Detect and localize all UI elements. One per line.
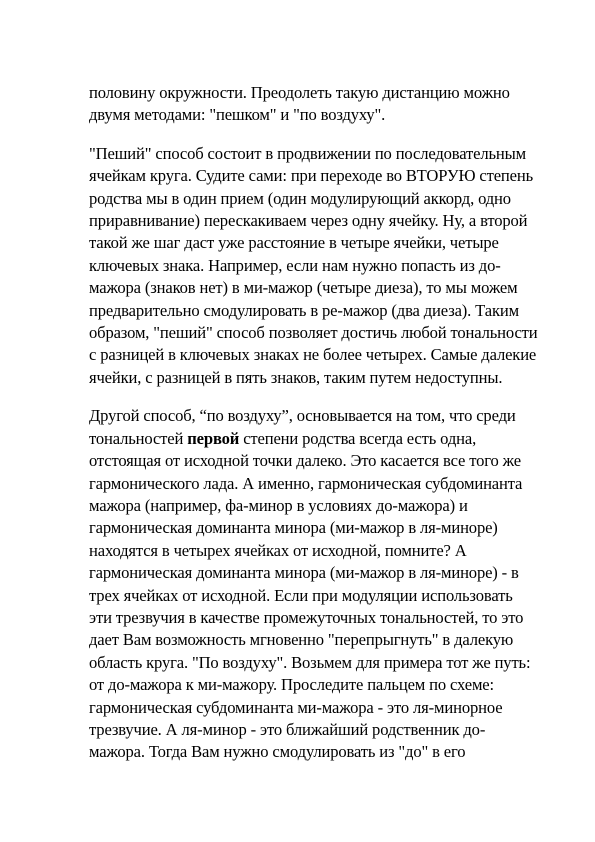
text-line: гармоническая субдоминанта ми-мажора - это ля-минорное <box>89 697 503 717</box>
text-line: мажора (например, фа-минор в условиях до-мажора) и <box>89 495 468 515</box>
text-line: гармоническая доминанта минора (ми-мажор в ля-миноре) - в <box>89 563 519 583</box>
paragraph-2 <box>89 143 538 389</box>
text-line: эти трезвучия в качестве промежуточных тональностей, то это <box>89 607 524 627</box>
paragraph-3 <box>89 405 529 764</box>
text-line: двумя методами: "пешком" и "по воздуху". <box>89 105 386 125</box>
text-line: с разницей в ключевых знаках не более четырех. Самые далекие <box>89 345 537 365</box>
text-line-with-emphasis <box>89 428 529 450</box>
text-line: половину окружности. Преодолеть такую дистанцию можно <box>89 83 510 102</box>
text-line: мажора (знаков нет) в ми-мажор (четыре диеза), то мы можем <box>89 278 518 298</box>
text-line: трех ячейках от исходной. Если при модуляции использовать <box>89 585 513 605</box>
text-line: предварительно смодулировать в ре-мажор (два диеза). Таким <box>89 300 519 320</box>
text-run: тональностей <box>89 428 188 448</box>
paragraph-1 <box>89 82 529 127</box>
text-line: область круга. "По воздуху". Возьмем для примера тот же путь: <box>89 652 531 672</box>
text-line: такой же шаг даст уже расстояние в четыре ячейки, четыре <box>89 233 499 253</box>
text-line: трезвучие. А ля-минор - это ближайший родственник до- <box>89 719 486 739</box>
text-line: ячейки, с разницей в пять знаков, таким путем недоступны. <box>89 367 503 387</box>
text-line: родства мы в один прием (один модулирующий аккорд, одно <box>89 188 511 208</box>
text-line: гармонического лада. А именно, гармоническая субдоминанта <box>89 473 523 493</box>
text-run: степени родства всегда есть одна, <box>239 428 477 448</box>
text-line: отстоящая от исходной точки далеко. Это касается все того же <box>89 451 521 471</box>
text-line: приравнивание) перескакиваем через одну ячейку. Ну, а второй <box>89 211 528 231</box>
text-line: находятся в четырех ячейках от исходной, помните? А <box>89 540 467 560</box>
text-line: от до-мажора к ми-мажору. Проследите пальцем по схеме: <box>89 675 494 695</box>
bold-word: первой <box>187 428 240 448</box>
text-line: "Пеший" способ состоит в продвижении по последовательным <box>89 143 526 163</box>
body-text <box>89 82 538 764</box>
text-line: мажора. Тогда Вам нужно смодулировать из "до" в его <box>89 742 466 762</box>
text-line: ячейкам круга. Судите сами: при переходе во ВТОРУЮ степень <box>89 166 534 186</box>
text-line: дает Вам возможность мгновенно "перепрыгнуть" в далекую <box>89 630 514 650</box>
text-line: гармоническая доминанта минора (ми-мажор в ля-миноре) <box>89 518 498 538</box>
text-line: Другой способ, “по воздуху”, основывается на том, что среди <box>89 406 516 426</box>
text-line: образом, "пеший" способ позволяет достичь любой тональности <box>89 323 538 343</box>
text-line: ключевых знака. Например, если нам нужно попасть из до- <box>89 255 501 275</box>
